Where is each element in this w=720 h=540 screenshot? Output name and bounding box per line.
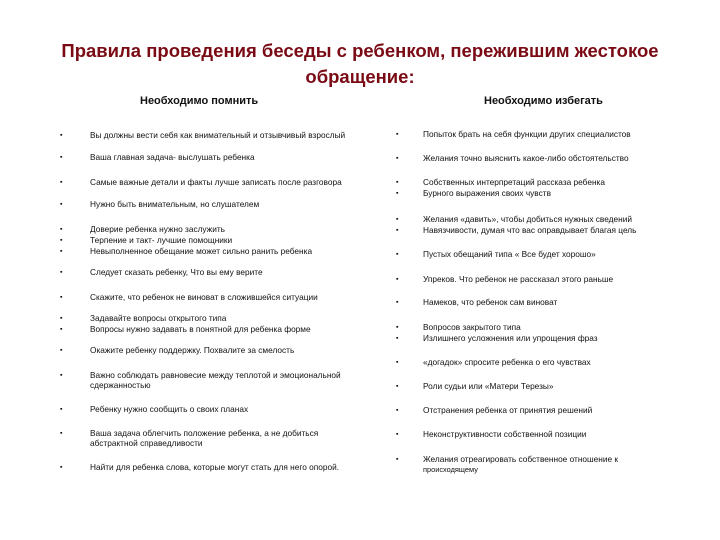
right-column-heading: Необходимо избегать <box>484 95 603 107</box>
list-item: ▪ Упреков. Что ребенок не рассказал этого раньше <box>396 274 614 284</box>
list-item: ▪ Вопросы нужно задавать в понятной для ребенка форме <box>60 324 311 334</box>
page-title: Правила проведения беседы с ребенком, пережившим жестокое обращение: <box>61 40 659 87</box>
bullet-icon: ▪ <box>396 383 399 390</box>
list-item: ▪ Задавайте вопросы открытого типа <box>60 313 227 323</box>
bullet-icon: ▪ <box>396 299 399 306</box>
list-item: ▪ Намеков, что ребенок сам виноват <box>396 297 558 307</box>
list-item: ▪ Вы должны вести себя как внимательный и отзывчивый взрослый <box>60 130 346 140</box>
list-item: ▪ Следует сказать ребенку, Что вы ему верите <box>60 267 263 277</box>
list-item: ▪ Собственных интерпретаций рассказа ребенка <box>396 177 605 187</box>
list-item: ▪ Ребенку нужно сообщить о своих планах <box>60 404 249 414</box>
bullet-icon: ▪ <box>396 131 399 138</box>
list-item: ▪ Вопросов закрытого типа <box>396 322 521 332</box>
bullet-icon: ▪ <box>60 201 63 208</box>
list-item: ▪ Роли судьи или «Матери Терезы» <box>396 381 554 391</box>
bullet-icon: ▪ <box>396 276 399 283</box>
bullet-icon: ▪ <box>60 430 63 437</box>
list-item: ▪ Желания «давить», чтобы добиться нужных сведений <box>396 214 632 224</box>
list-item: ▪ Ваша главная задача- выслушать ребенка <box>60 152 255 162</box>
bullet-icon: ▪ <box>396 179 399 186</box>
list-item: ▪ Скажите, что ребенок не виноват в сложившейся ситуации <box>60 292 318 302</box>
list-item: ▪ Желания точно выяснить какое-либо обстоятельство <box>396 153 629 163</box>
list-item: ▪ Самые важные детали и факты лучше записать после разговора <box>60 177 342 187</box>
bullet-icon: ▪ <box>60 372 63 379</box>
bullet-icon: ▪ <box>60 347 63 354</box>
bullet-icon: ▪ <box>396 251 399 258</box>
list-item: ▪ Отстранения ребенка от принятия решений <box>396 405 593 415</box>
bullet-icon: ▪ <box>396 155 399 162</box>
bullet-icon: ▪ <box>60 237 63 244</box>
list-item: ▪ Излишнего усложнения или упрощения фраз <box>396 333 598 343</box>
list-item: ▪ Ваша задача облегчить положение ребенка, а не добиться абстрактной справедливости <box>60 428 319 448</box>
bullet-icon: ▪ <box>396 227 399 234</box>
list-item: ▪ Неконструктивности собственной позиции <box>396 429 587 439</box>
bullet-icon: ▪ <box>60 326 63 333</box>
list-item: ▪ Навязчивости, думая что вас оправдывает благая цель <box>396 225 637 235</box>
list-item: ▪ Нужно быть внимательным, но слушателем <box>60 199 260 209</box>
bullet-icon: ▪ <box>396 431 399 438</box>
list-item: ▪ Важно соблюдать равновесие между теплотой и эмоциональной сдержанностью <box>60 370 341 390</box>
bullet-icon: ▪ <box>60 406 63 413</box>
bullet-icon: ▪ <box>60 248 63 255</box>
bullet-icon: ▪ <box>60 294 63 301</box>
bullet-icon: ▪ <box>396 359 399 366</box>
bullet-icon: ▪ <box>396 216 399 223</box>
list-item: ▪ Бурного выражения своих чувств <box>396 188 551 198</box>
list-item: ▪ Желания отреагировать собственное отношение к происходящему <box>396 454 619 474</box>
list-item: ▪ Терпение и такт- лучшие помощники <box>60 235 233 245</box>
list-item: ▪ Доверие ребенка нужно заслужить <box>60 224 225 234</box>
bullet-icon: ▪ <box>60 315 63 322</box>
bullet-icon: ▪ <box>396 335 399 342</box>
list-item: ▪ «догадок» спросите ребенка о его чувствах <box>396 357 591 367</box>
bullet-icon: ▪ <box>60 226 63 233</box>
left-column-heading: Необходимо помнить <box>140 95 259 107</box>
bullet-icon: ▪ <box>396 190 399 197</box>
list-item: ▪ Пустых обещаний типа « Все будет хорошо» <box>396 249 596 259</box>
bullet-icon: ▪ <box>396 456 399 463</box>
bullet-icon: ▪ <box>60 269 63 276</box>
list-item: ▪ Невыполненное обещание может сильно ранить ребенка <box>60 246 313 256</box>
list-item: ▪ Окажите ребенку поддержку. Похвалите за смелость <box>60 345 295 355</box>
bullet-icon: ▪ <box>396 407 399 414</box>
list-item: ▪ Попыток брать на себя функции других специалистов <box>396 129 631 139</box>
bullet-icon: ▪ <box>396 324 399 331</box>
bullet-icon: ▪ <box>60 179 63 186</box>
list-item: ▪ Найти для ребенка слова, которые могут стать для него опорой. <box>60 462 340 472</box>
bullet-icon: ▪ <box>60 154 63 161</box>
bullet-icon: ▪ <box>60 464 63 471</box>
bullet-icon: ▪ <box>60 132 63 139</box>
